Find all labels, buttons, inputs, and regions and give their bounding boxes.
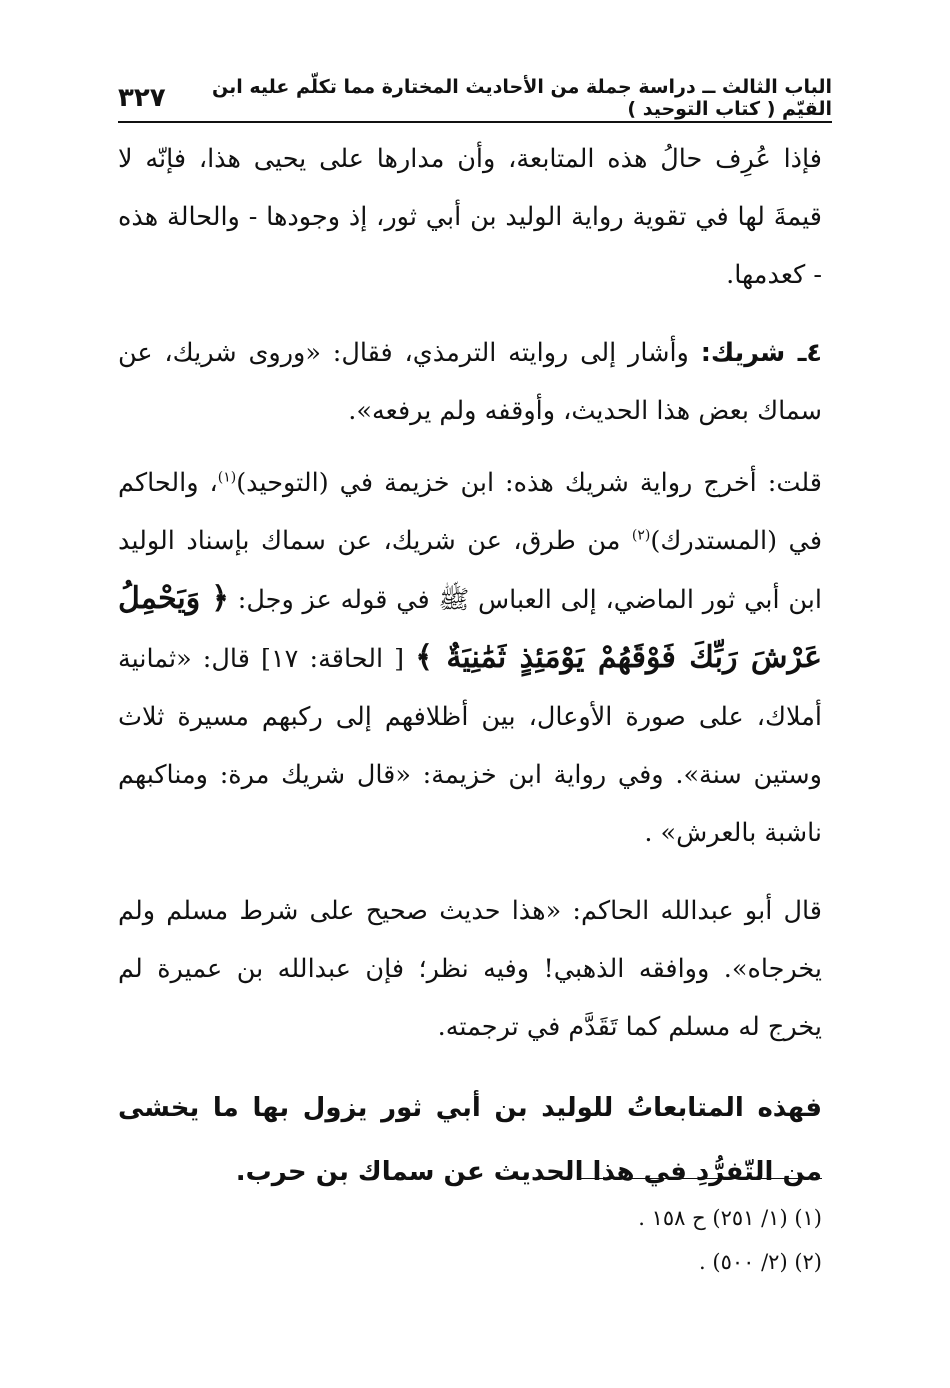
page-number: ٣٢٧ <box>118 83 166 113</box>
header-divider <box>118 121 832 123</box>
quran-verse: ﴿ وَيَحْمِلُ عَرْشَ رَبِّكَ فَوْقَهُمْ يَوْمَئِذٍ ثَمَٰنِيَةٌ ﴾ <box>118 581 822 675</box>
footnote-1: (١) (١/ ٢٥١) ح ١٥٨ . <box>638 1206 822 1230</box>
main-text <box>118 130 822 1224</box>
footnote-ref-1[interactable]: (١) <box>217 469 237 486</box>
conclusion-paragraph: فهذه المتابعاتُ للوليد بن أبي ثور يزول بها ما يخشى من التّفرُّدِ في هذا الحديث عن سماك بن حرب. <box>118 1093 822 1187</box>
paragraph-1: فإذا عُرِف حالُ هذه المتابعة، وأن مدارها على يحيى هذا، فإنّه لا قيمةَ لها في تقوية رواية الوليد بن أبي ثور، إذ وجودها - والحالة هذه - كعدمها. <box>118 144 822 290</box>
section-label-sharik: ٤ـ شريك: <box>700 338 822 368</box>
footnote-ref-2[interactable]: (٢) <box>631 527 651 544</box>
paragraph-3 <box>118 454 822 862</box>
running-header <box>118 78 832 118</box>
paragraph-2-text: وأشار إلى روايته الترمذي، فقال: «وروى شريك، عن سماك بعض هذا الحديث، وأوقفه ولم يرفعه». <box>118 338 822 426</box>
paragraph-3-part-c: من طرق، عن شريك، عن سماك بإسناد الوليد ابن أبي ثور الماضي، إلى العباس ﷺ في قوله عز وجل: <box>118 526 822 615</box>
running-title: الباب الثالث ــ دراسة جملة من الأحاديث المختارة مما تكلّم عليه ابن القيّم ( كتاب التوحيد ) <box>212 76 832 120</box>
footnote-divider <box>580 1178 822 1179</box>
paragraph-2 <box>118 324 822 440</box>
paragraph-3-part-a: قلت: أخرج رواية شريك هذه: ابن خزيمة في (التوحيد) <box>236 468 822 498</box>
footnotes <box>322 1196 822 1284</box>
footnote-2: (٢) (٢/ ٥٠٠) . <box>699 1250 822 1274</box>
paragraph-3-part-d: [ الحاقة: ١٧] قال: «ثمانية أملاك، على صورة الأوعال، بين أظلافهم إلى ركبهم مسيرة ثلاث وستين سنة». وفي رواية ابن خزيمة: «قال شريك مرة: ومناكبهم ناشبة بالعرش» . <box>118 644 822 848</box>
paragraph-4: قال أبو عبدالله الحاكم: «هذا حديث صحيح على شرط مسلم ولم يخرجاه». ووافقه الذهبي! وفيه نظر؛ فإن عبدالله بن عميرة لم يخرج له مسلم كما تَقَدَّم في ترجمته. <box>118 896 822 1042</box>
paragraph-3-part-b: ، والحاكم في (المستدرك) <box>118 468 823 556</box>
